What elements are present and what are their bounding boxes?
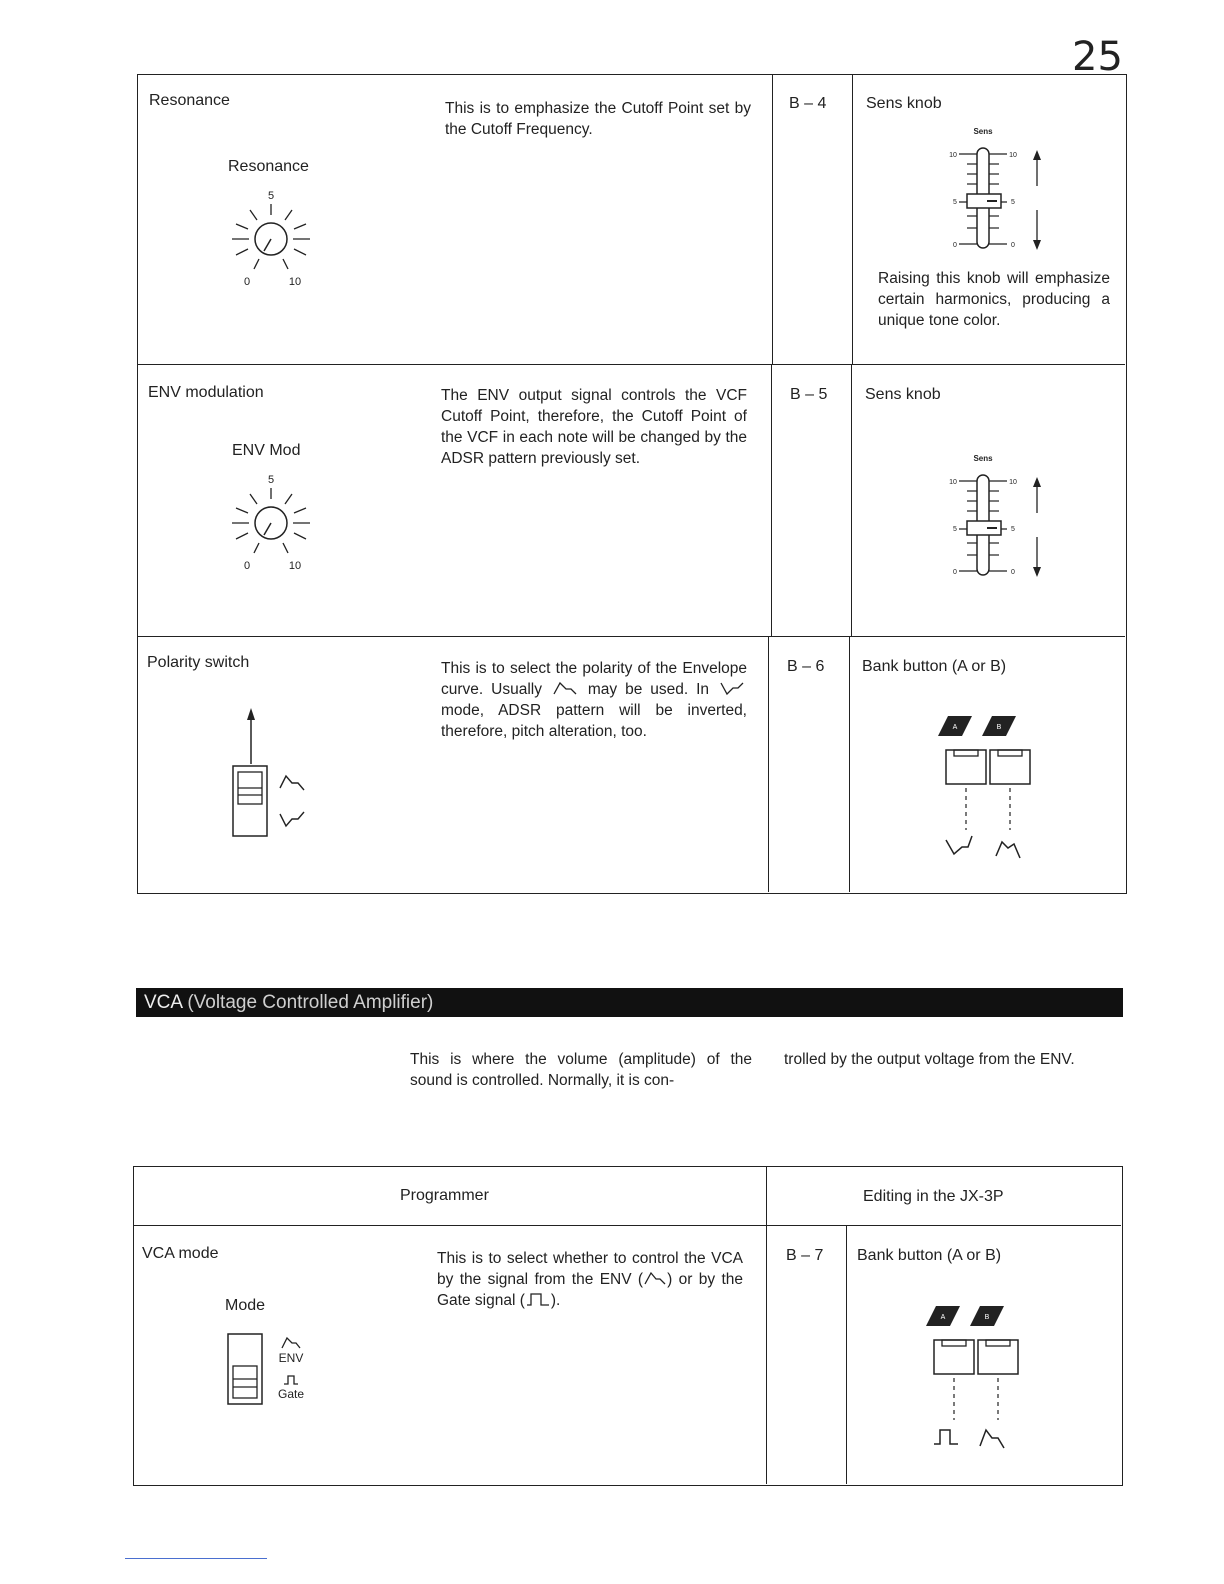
env-mod-code: B – 5 [790,386,828,403]
knob-max-label: 10 [288,276,302,288]
knob-min-label: 0 [243,276,251,288]
vca-mode-code: B – 7 [786,1247,824,1264]
bank-a-label: A [940,1314,946,1321]
polarity-edit-title: Bank button (A or B) [862,658,1007,675]
polarity-code: B – 6 [787,658,825,675]
switch-env-label: ENV [278,1351,304,1365]
polarity-description-part-1: This is to select the polarity of the Envelope curve. Usually [441,660,747,698]
vca-mode-description-part-2: ) or by the Gate signal ( [437,1271,743,1309]
slider-top-label-right: 10 [1009,152,1017,159]
slider-bottom-label-left: 0 [953,569,957,576]
bank-b-label: B [996,724,1002,731]
resonance-knob-title: Resonance [228,158,309,175]
knob-mid-label: 5 [267,190,275,202]
switch-gate-label: Gate [277,1387,305,1401]
bank-buttons-icon [922,1302,1032,1452]
env-inverted-icon [717,682,747,696]
resonance-description: This is to emphasize the Cutoff Point set by the Cutoff Frequency. [445,100,751,138]
slider-mid-label-right: 5 [1011,199,1015,206]
env-curve-icon [643,1271,667,1285]
env-mod-label: ENV modulation [148,384,264,401]
env-mod-knob-title: ENV Mod [232,442,301,459]
env-mod-knob-icon [222,466,322,576]
vca-section-banner [136,988,1123,1017]
vca-mode-switch-title: Mode [225,1297,266,1314]
slider-label: Sens [973,127,993,136]
editing-header: Editing in the JX-3P [863,1188,1004,1205]
knob-max-label: 10 [288,560,302,572]
slider-top-label-left: 10 [949,152,957,159]
gate-signal-icon [525,1292,551,1306]
resonance-label: Resonance [149,92,230,109]
knob-mid-label: 5 [267,474,275,486]
vca-intro-right: trolled by the output voltage from the ENV. [784,1051,1075,1068]
slider-mid-label-left: 5 [953,526,957,533]
polarity-description-part-3: mode, ADSR pattern will be inverted, therefore, pitch alteration, too. [441,702,747,740]
knob-min-label: 0 [243,560,251,572]
slider-bottom-label-left: 0 [953,242,957,249]
page-number: 25 [1072,34,1123,80]
slider-mid-label-left: 5 [953,199,957,206]
slider-top-label-left: 10 [949,479,957,486]
vca-mode-label: VCA mode [142,1245,219,1262]
slider-bottom-label-right: 0 [1011,242,1015,249]
footer-rule [125,1558,267,1559]
polarity-switch-icon [226,706,316,842]
vca-intro-left: This is where the volume (amplitude) of the sound is controlled. Normally, it is con- [410,1051,752,1089]
resonance-edit-title: Sens knob [866,95,942,112]
vca-banner-subtitle: (Voltage Controlled Amplifier) [187,992,434,1013]
slider-label: Sens [973,454,993,463]
env-positive-icon [550,681,580,695]
vca-mode-switch-icon [226,1332,316,1408]
resonance-edit-note: Raising this knob will emphasize certain harmonics, producing a unique tone color. [878,270,1110,329]
sens-slider-icon [945,124,1055,256]
polarity-description [441,658,747,742]
vca-mode-description [437,1248,743,1311]
programmer-header: Programmer [400,1187,489,1204]
polarity-switch-label: Polarity switch [147,654,250,671]
bank-a-label: A [952,724,958,731]
slider-top-label-right: 10 [1009,479,1017,486]
slider-mid-label-right: 5 [1011,526,1015,533]
vca-mode-description-part-1: This is to select whether to control the VCA by the signal from the ENV ( [437,1250,743,1288]
resonance-knob-icon [222,182,322,292]
vca-banner-title: VCA [144,992,183,1013]
resonance-code: B – 4 [789,95,827,112]
env-mod-description: The ENV output signal controls the VCF Cutoff Point, therefore, the Cutoff Point of the VCF in each note will be changed by the ADSR pattern previously set. [441,387,747,467]
vca-mode-description-part-3: ). [550,1292,561,1309]
slider-bottom-label-right: 0 [1011,569,1015,576]
vca-mode-edit-title: Bank button (A or B) [857,1247,1002,1264]
bank-b-label: B [984,1314,990,1321]
bank-buttons-icon [934,712,1044,864]
polarity-description-part-2: may be used. In [587,681,710,698]
sens-slider-icon [945,451,1055,583]
env-mod-edit-title: Sens knob [865,386,941,403]
